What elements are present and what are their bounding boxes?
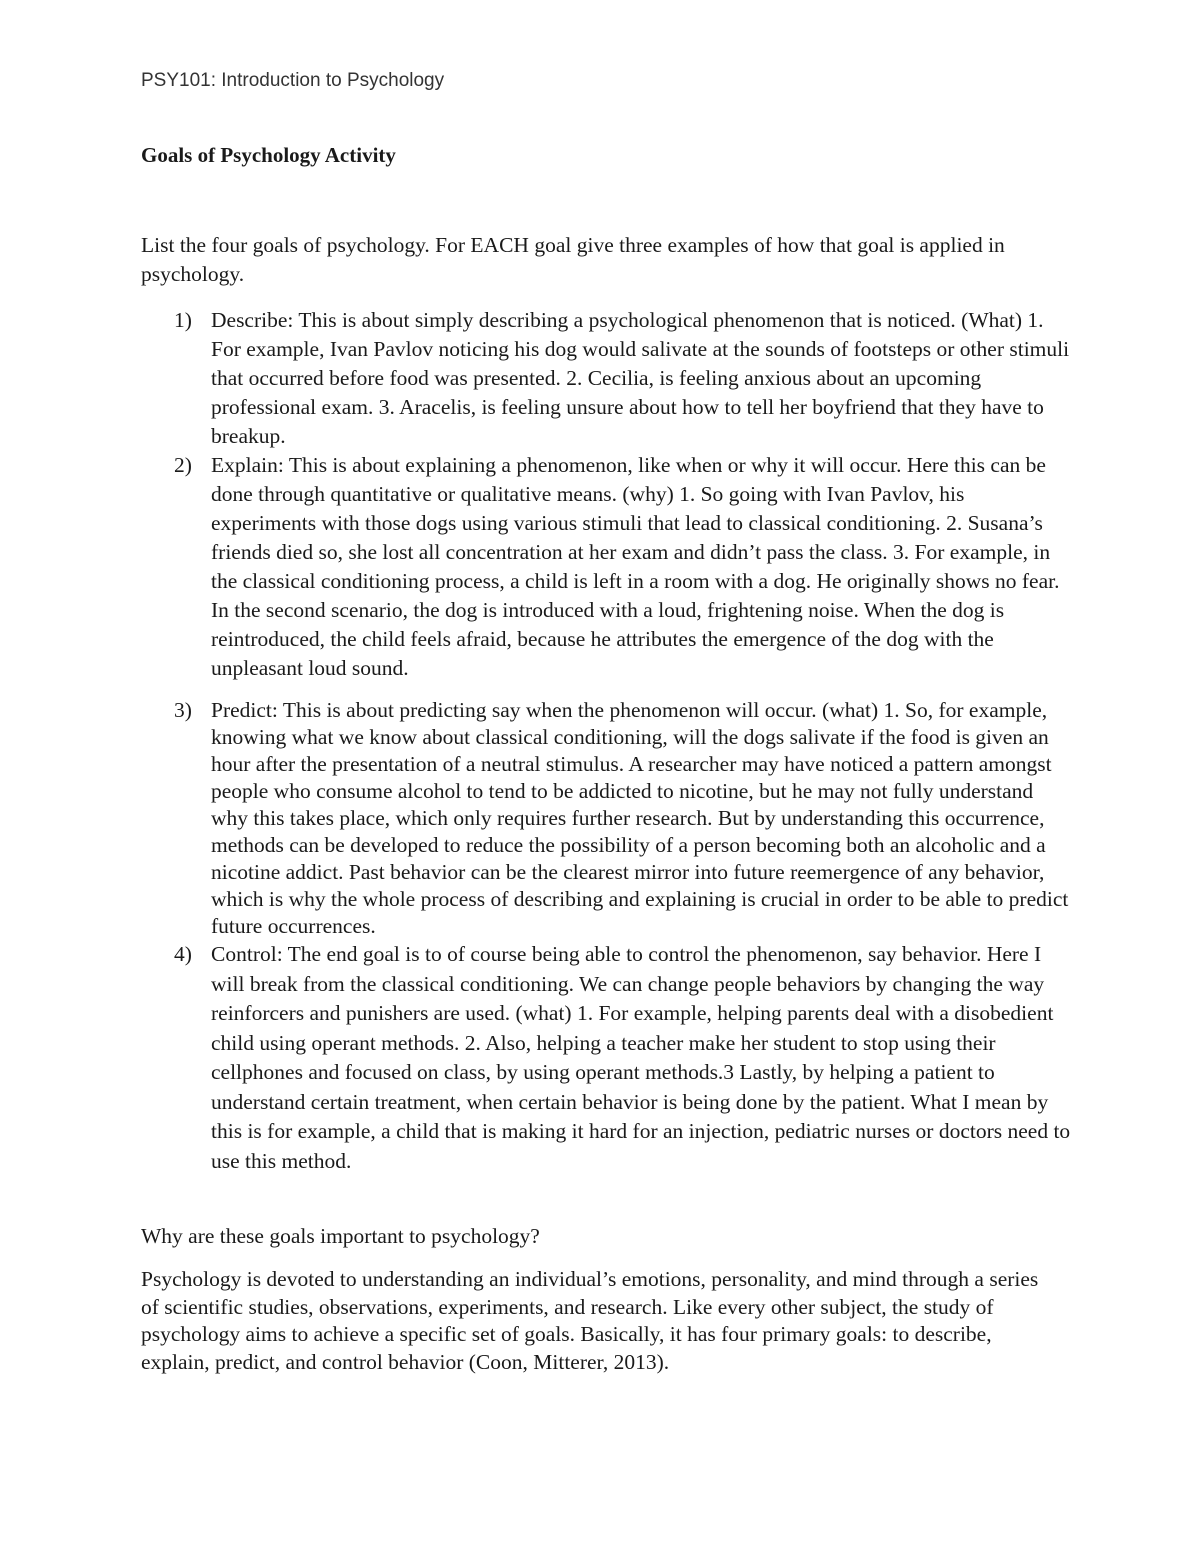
goal-item-describe: [141, 306, 1071, 451]
goal-number: 3): [174, 698, 192, 722]
goal-number: 2): [174, 453, 192, 477]
goal-number: 4): [174, 942, 192, 966]
goal-text: Describe: This is about simply describing a psychological phenomenon that is noticed. (What) 1. For example, Ivan Pavlov noticing his dog would salivate at the sounds of footsteps or other stimuli that occurred before food was presented. 2. Cecilia, is feeling anxious about an upcoming professional exam. 3. Aracelis, is feeling unsure about how to tell her boyfriend that they have to breakup.: [211, 308, 1070, 448]
document-title: Goals of Psychology Activity: [141, 143, 396, 167]
goals-list: [141, 306, 1071, 1176]
goal-number: 1): [174, 308, 192, 332]
goal-text: Control: The end goal is to of course being able to control the phenomenon, say behavior. Here I will break from the classical conditioning. We can change people behaviors by changing the way reinforcers and punishers are used. (what) 1. For example, helping parents deal with a disobedient child using operant methods. 2. Also, helping a teacher make her student to stop using their cellphones and focused on class, by using operant methods.3 Lastly, by helping a patient to understand certain treatment, when certain behavior is being done by the patient. What I mean by this is for example, a child that is making it hard for an injection, pediatric nurses or doctors need to use this method.: [211, 942, 1071, 1173]
goal-item-control: [141, 940, 1071, 1176]
course-header: PSY101: Introduction to Psychology: [141, 70, 445, 91]
goal-text: Explain: This is about explaining a phenomenon, like when or why it will occur. Here this can be done through quantitative or qualitative means. (why) 1. So going with Ivan Pavlov, his experiments with those dogs using various stimuli that lead to classical conditioning. 2. Susana’s friends died so, she lost all concentration at her exam and didn’t pass the class. 3. For example, in the classical conditioning process, a child is left in a room with a dog. He originally shows no fear. In the second scenario, the dog is introduced with a loud, frightening noise. When the dog is reintroduced, the child feels afraid, because he attributes the emergence of the dog with the unpleasant loud sound.: [211, 453, 1060, 680]
goal-item-predict: [141, 697, 1071, 940]
question-paragraph: Why are these goals important to psychology?: [141, 1224, 540, 1248]
answer-paragraph: Psychology is devoted to understanding an individual’s emotions, personality, and mind through a series of scientific studies, observations, experiments, and research. Like every other subject, the study of psychology aims to achieve a specific set of goals. Basically, it has four primary goals: to describe, explain, predict, and control behavior (Coon, Mitterer, 2013).: [141, 1267, 1039, 1374]
goal-item-explain: [141, 451, 1071, 683]
goal-text: Predict: This is about predicting say when the phenomenon will occur. (what) 1. So, for example, knowing what we know about classical conditioning, will the dogs salivate if the food is given an hour after the presentation of a neutral stimulus. A researcher may have noticed a pattern amongst people who consume alcohol to tend to be addicted to nicotine, but he may not fully understand why this takes place, which only requires further research. But by understanding this occurrence, methods can be developed to reduce the possibility of a person becoming both an alcoholic and a nicotine addict. Past behavior can be the clearest mirror into future reemergence of any behavior, which is why the whole process of describing and explaining is crucial in order to be able to predict future occurrences.: [211, 698, 1069, 938]
instructions-paragraph: List the four goals of psychology. For EACH goal give three examples of how that goal is applied in psychology.: [141, 233, 1005, 286]
